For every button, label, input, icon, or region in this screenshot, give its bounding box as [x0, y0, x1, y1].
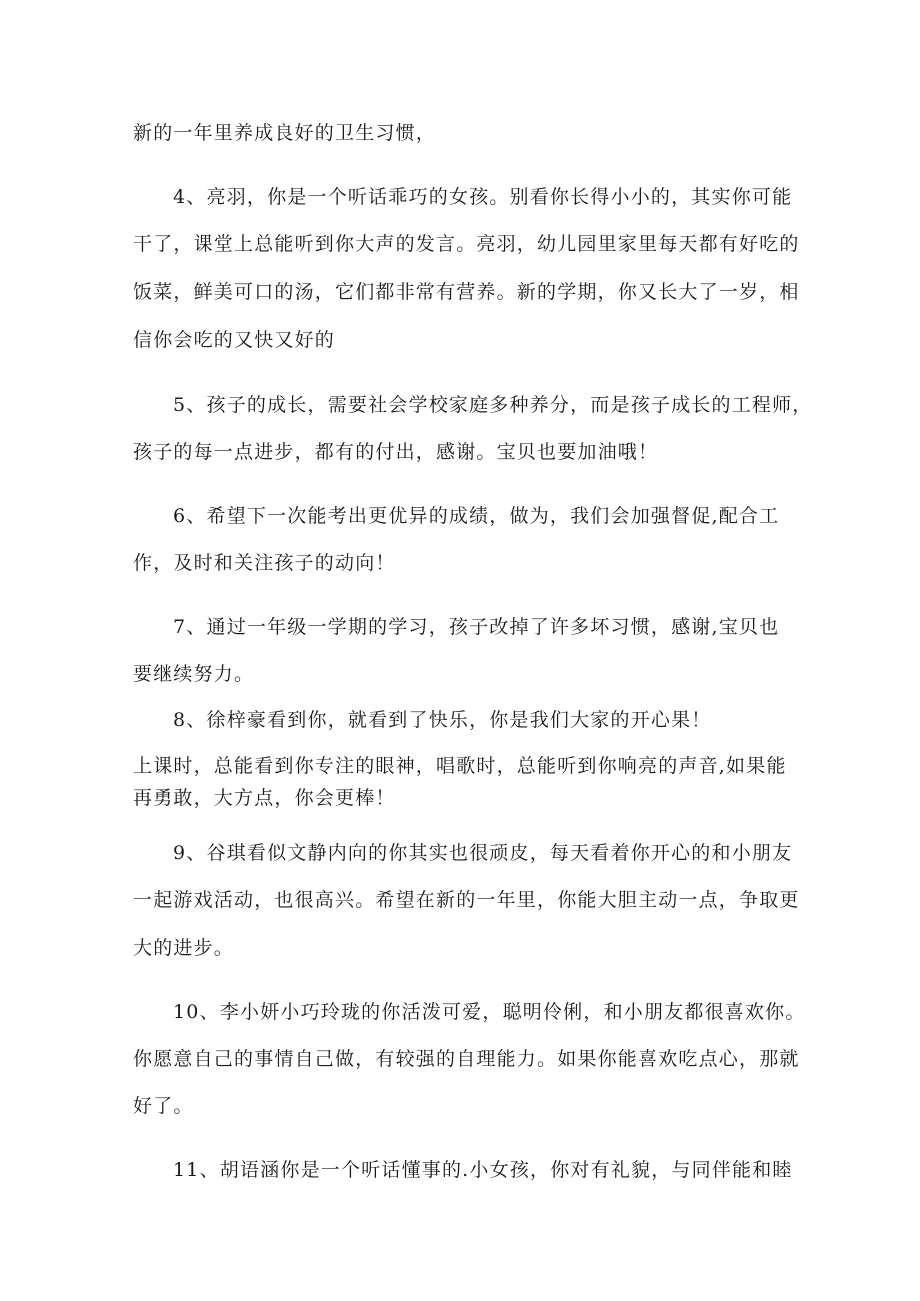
text-line: 饭菜，鲜美可口的汤，它们都非常有营养。新的学期，你又长大了一岁，相	[133, 281, 800, 303]
text-line: 11、胡语涵你是一个听话懂事的.小女孩，你对有礼貌，与同伴能和睦	[173, 1159, 793, 1181]
text-line: 9、谷琪看似文静内向的你其实也很顽皮，每天看着你开心的和小朋友	[173, 842, 793, 864]
text-line: 信你会吃的又快又好的	[133, 329, 336, 351]
text-line: 好了。	[133, 1095, 194, 1117]
text-line: 作，及时和关注孩子的动向！	[133, 552, 396, 574]
text-line: 10、李小妍小巧玲珑的你活泼可爱，聪明伶俐，和小朋友都很喜欢你。	[173, 1001, 806, 1023]
text-line: 再勇敢，大方点，你会更棒！	[133, 787, 396, 809]
text-line: 一起游戏活动，也很高兴。希望在新的一年里，你能大胆主动一点，争取更	[133, 889, 800, 911]
text-line: 你愿意自己的事情自己做，有较强的自理能力。如果你能喜欢吃点心，那就	[133, 1048, 800, 1070]
text-line: 7、通过一年级一学期的学习，孩子改掉了许多坏习惯，感谢,宝贝也	[173, 616, 780, 638]
text-line: 6、希望下一次能考出更优异的成绩，做为，我们会加强督促,配合工	[173, 505, 780, 527]
text-line: 孩子的每一点进步，都有的付出，感谢。宝贝也要加油哦！	[133, 441, 659, 463]
text-line: 新的一年里养成良好的卫生习惯，	[133, 122, 437, 144]
text-line: 干了，课堂上总能听到你大声的发言。亮羽，幼儿园里家里每天都有好吃的	[133, 233, 800, 255]
text-line: 要继续努力。	[133, 663, 255, 685]
text-line: 上课时，总能看到你专注的眼神，唱歌时，总能听到你响亮的声音,如果能	[133, 755, 787, 777]
text-line: 4、亮羽，你是一个听话乖巧的女孩。别看你长得小小的，其实你可能	[173, 186, 793, 208]
text-line: 大的进步。	[133, 937, 235, 959]
text-line: 5、孩子的成长，需要社会学校家庭多种养分，而是孩子成长的工程师，	[173, 394, 813, 416]
text-line: 8、徐梓豪看到你，就看到了快乐，你是我们大家的开心果！	[173, 709, 712, 731]
